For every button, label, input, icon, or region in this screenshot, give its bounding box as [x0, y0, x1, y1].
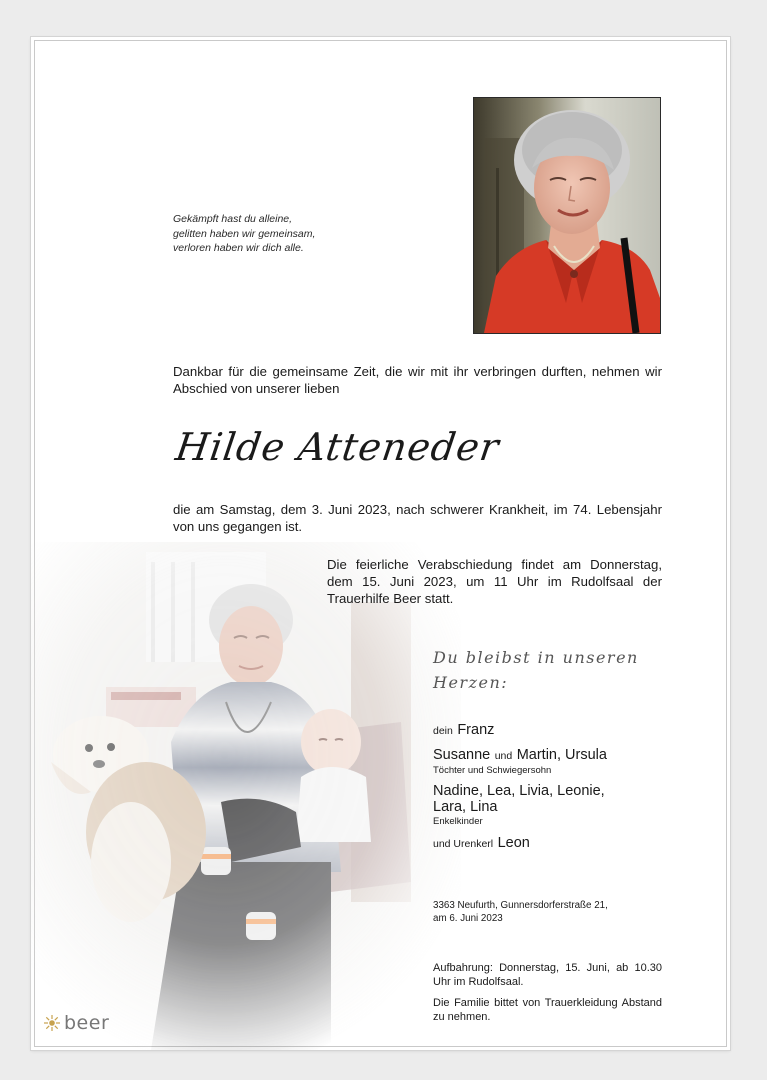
intro-text: Dankbar für die gemeinsame Zeit, die wir mit ihr verbringen durften, nehmen wir Abschied von unserer lieben: [173, 364, 662, 396]
address-block: [433, 899, 673, 925]
survivors-list: [433, 721, 673, 859]
survivor-name: Susanne: [433, 747, 491, 763]
survivor-name: Nadine, Lea, Livia, Leonie,: [433, 783, 605, 799]
deceased-name: Hilde Atteneder: [173, 425, 503, 469]
family-photo: [31, 542, 461, 1050]
survivor-children: [433, 746, 673, 776]
poem-line: gelitten haben wir gemeinsam,: [173, 227, 316, 240]
portrait-photo: [473, 97, 661, 334]
attire-text: Die Familie bittet von Trauerkleidung Abstand zu nehmen.: [433, 997, 662, 1023]
portrait-illustration: [474, 98, 660, 333]
poem-line: verloren haben wir dich alle.: [173, 242, 304, 254]
death-text: die am Samstag, dem 3. Juni 2023, nach schwerer Krankheit, im 74. Lebensjahr von uns gegangen ist.: [173, 502, 662, 534]
poem: [173, 212, 433, 256]
obituary-card: [31, 37, 730, 1050]
survivor-name: Leon: [497, 835, 530, 851]
motto-line: Herzen:: [433, 673, 509, 692]
logo-text: beer: [64, 1012, 110, 1034]
survivor-prefix: dein: [433, 725, 453, 737]
survivor-name: Martin, Ursula: [516, 747, 607, 763]
survivor-name: Franz: [457, 722, 495, 738]
address-date: am 6. Juni 2023: [433, 913, 503, 924]
survivor-relation: Töchter und Schwiegersohn: [433, 765, 552, 776]
funeral-home-logo: [43, 1012, 109, 1034]
motto-line: Du bleibst in unseren: [433, 648, 639, 667]
survivor-grandchildren: [433, 783, 673, 827]
family-photo-illustration: [31, 542, 461, 1050]
address-line: 3363 Neufurth, Gunnersdorferstraße 21,: [433, 900, 608, 911]
dandelion-icon: [43, 1014, 61, 1032]
survivor-joiner: und: [494, 750, 513, 762]
survivor-relation: Enkelkinder: [433, 816, 483, 827]
survivor-name: Lara, Lina: [433, 799, 498, 815]
viewing-text: Aufbahrung: Donnerstag, 15. Juni, ab 10.30 Uhr im Rudolfsaal.: [433, 962, 662, 988]
survivor-spouse: [433, 721, 673, 739]
ceremony-text: Die feierliche Verabschiedung findet am Donnerstag, dem 15. Juni 2023, um 11 Uhr im Rudolfsaal der Trauerhilfe Beer statt.: [327, 557, 662, 606]
survivor-prefix: und Urenkerl: [433, 838, 494, 850]
poem-line: Gekämpft hast du alleine,: [173, 213, 293, 225]
motto: [433, 645, 639, 695]
survivor-great-grandchild: [433, 834, 673, 852]
